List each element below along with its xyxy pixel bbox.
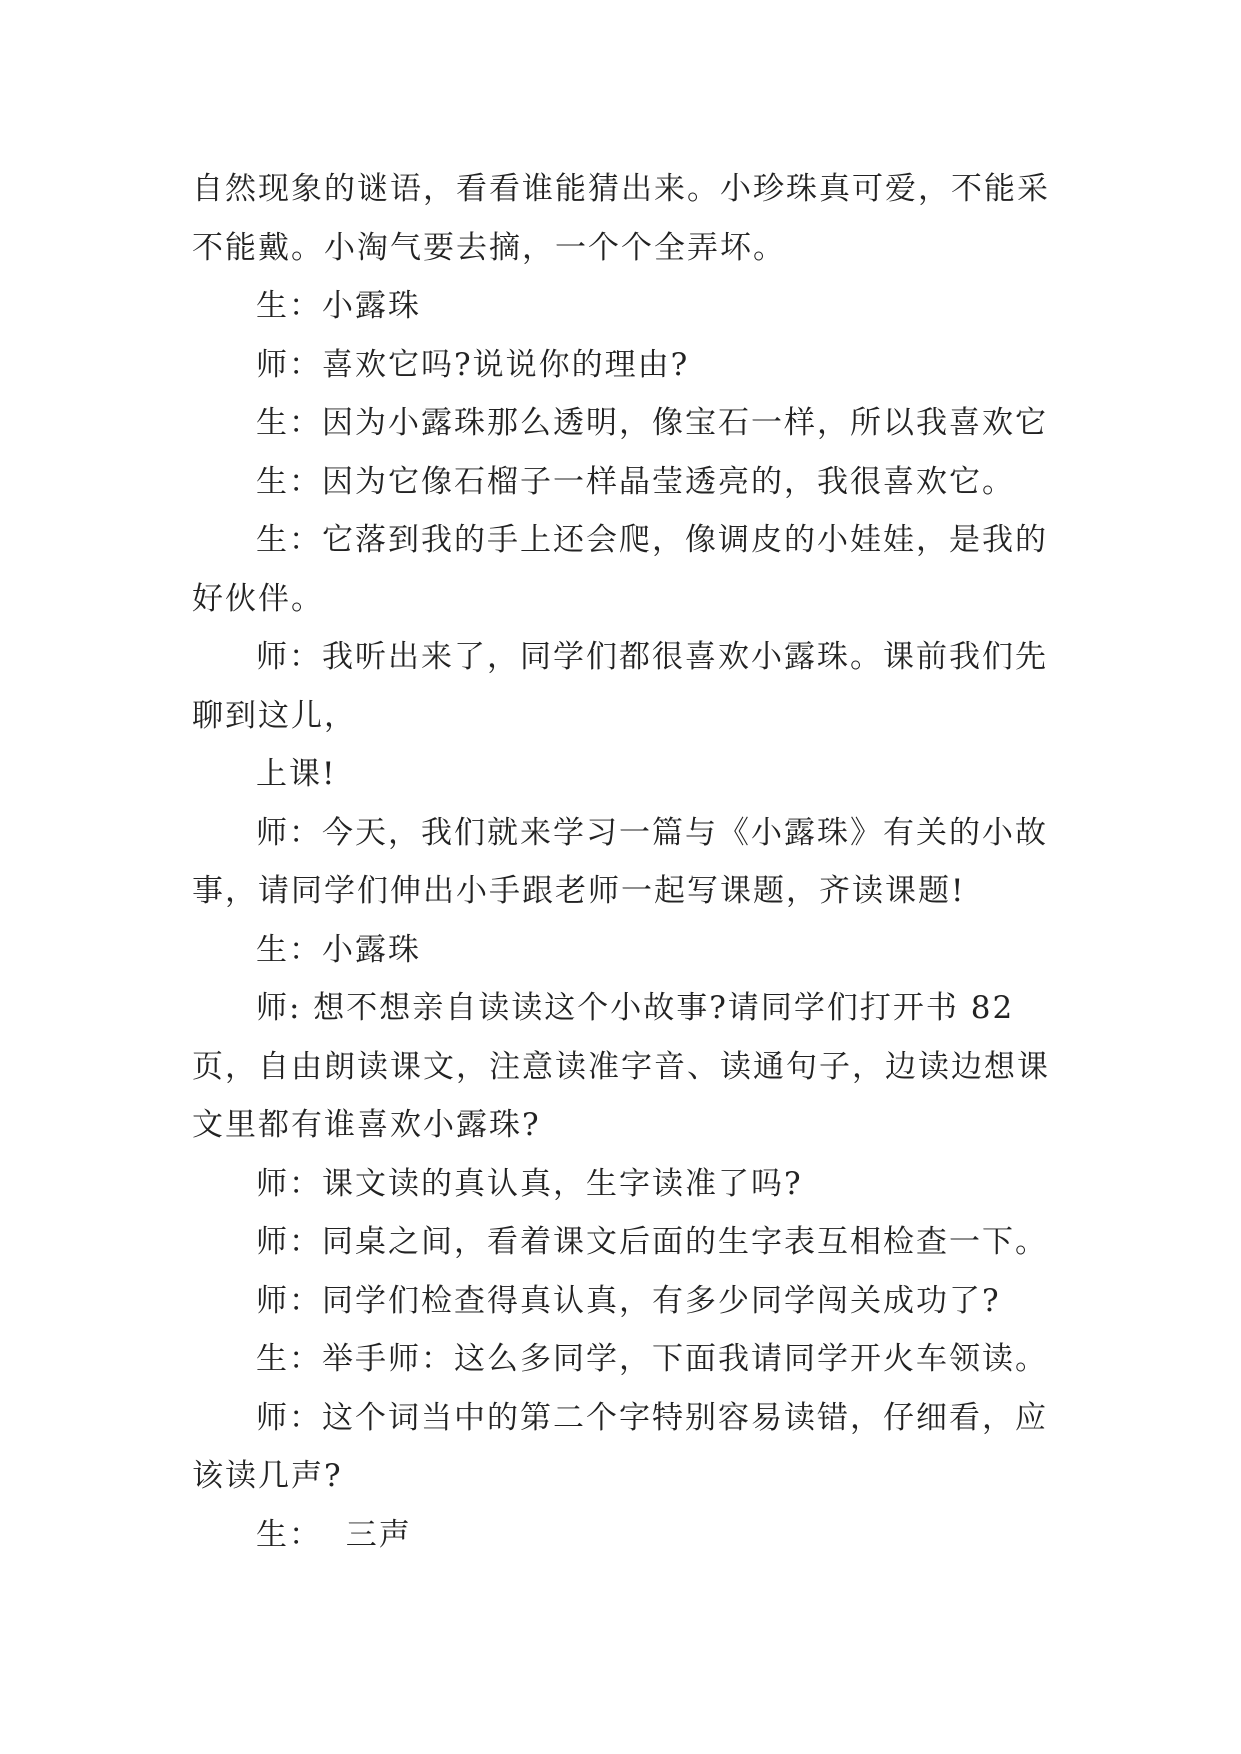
- paragraph: 师：课文读的真认真，生字读准了吗?: [256, 1165, 803, 1202]
- paragraph: 师：我听出来了，同学们都很喜欢小露珠。课前我们先聊到这儿，: [192, 639, 1048, 734]
- paragraph: 生：小露珠: [256, 288, 421, 324]
- document-body: [192, 160, 1062, 1564]
- paragraph: 师：这个词当中的第二个字特别容易读错，仔细看，应该读几声?: [192, 1399, 1048, 1494]
- paragraph: 师: 想不想亲自读读这个小故事?请同学们打开书 82 页，自由朗读课文，注意读准字音、读通句子，边读边想课文里都有谁喜欢小露珠?: [192, 990, 1050, 1143]
- paragraph: 师：同桌之间，看着课文后面的生字表互相检查一下。: [256, 1224, 1048, 1260]
- paragraph: 生：它落到我的手上还会爬，像调皮的小娃娃，是我的好伙伴。: [192, 522, 1048, 617]
- paragraph: 生：小露珠: [256, 931, 421, 968]
- paragraph: 生： 三声: [256, 1516, 412, 1553]
- paragraph: 师：今天，我们就来学习一篇与《小露珠》有关的小故事，请同学们伸出小手跟老师一起写课题，齐读课题!: [192, 814, 1048, 909]
- paragraph: 生：因为小露珠那么透明，像宝石一样，所以我喜欢它: [256, 405, 1048, 441]
- paragraph: 生：因为它像石榴子一样晶莹透亮的，我很喜欢它。: [256, 463, 1015, 500]
- paragraph: 自然现象的谜语，看看谁能猜出来。小珍珠真可爱，不能采不能戴。小淘气要去摘，一个个全弄坏。: [192, 171, 1050, 266]
- paragraph: 师：喜欢它吗?说说你的理由?: [256, 346, 690, 383]
- paragraph: 师：同学们检查得真认真，有多少同学闯关成功了?: [256, 1282, 1001, 1319]
- paragraph: 生：举手师：这么多同学，下面我请同学开火车领读。: [256, 1341, 1048, 1377]
- paragraph: 上课!: [256, 756, 337, 792]
